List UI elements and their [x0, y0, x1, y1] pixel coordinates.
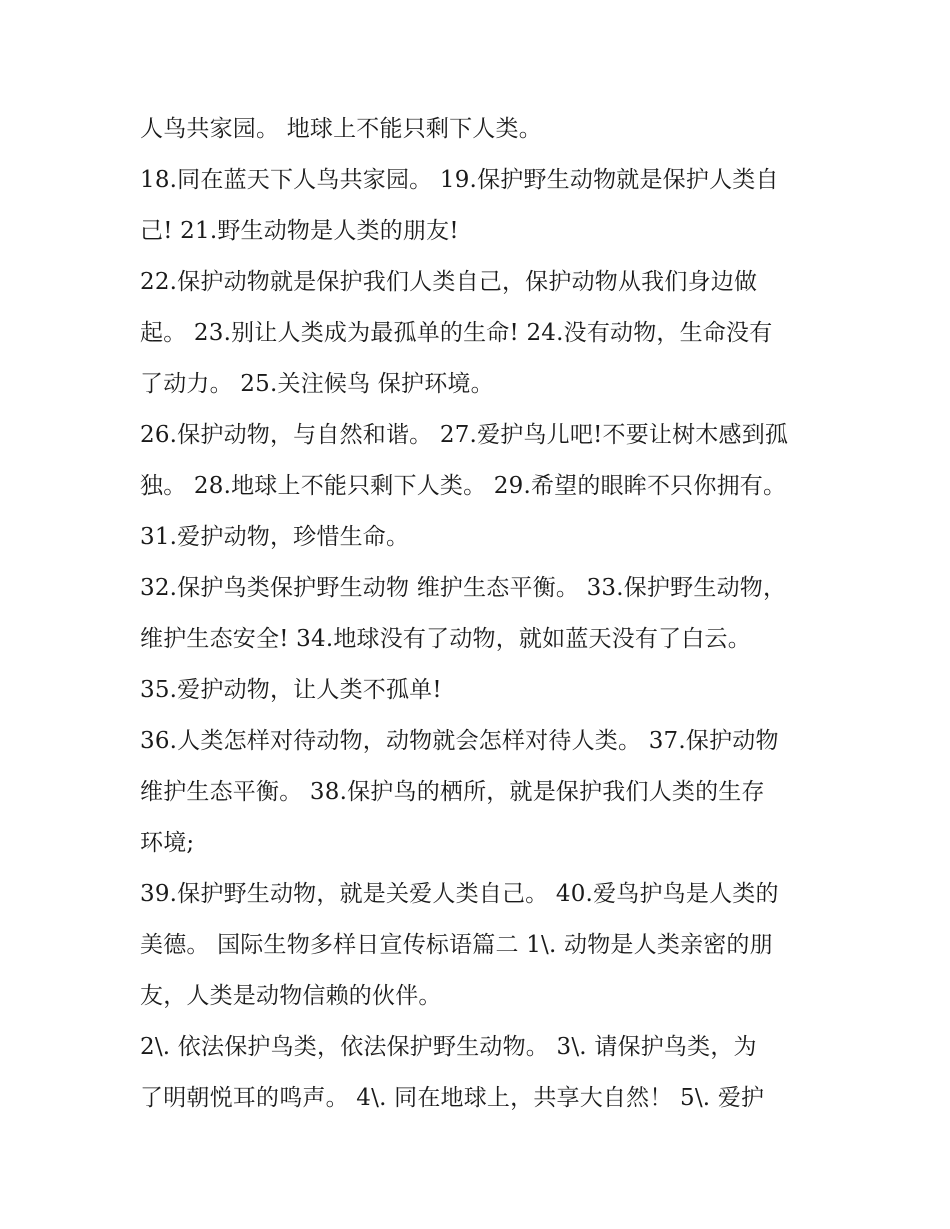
text-line: 环境;	[140, 830, 195, 856]
text-line: 维护生态安全! 34.地球没有了动物，就如蓝天没有了白云。	[140, 626, 751, 652]
document-body	[140, 104, 820, 1124]
text-line: 己! 21.野生动物是人类的朋友!	[140, 218, 459, 244]
text-line: 39.保护野生动物，就是关爱人类自己。 40.爱鸟护鸟是人类的	[140, 881, 779, 907]
text-line: 26.保护动物，与自然和谐。 27.爱护鸟儿吧!不要让树木感到孤	[140, 422, 789, 448]
text-line: 独。 28.地球上不能只剩下人类。 29.希望的眼眸不只你拥有。	[140, 473, 787, 499]
text-line: 31.爱护动物，珍惜生命。	[140, 524, 410, 550]
text-line: 人鸟共家园。 地球上不能只剩下人类。	[140, 116, 542, 142]
text-line: 友，人类是动物信赖的伙伴。	[140, 983, 442, 1009]
text-line: 35.爱护动物，让人类不孤单!	[140, 677, 442, 703]
text-line: 了动力。 25.关注候鸟 保护环境。	[140, 371, 494, 397]
text-line: 36.人类怎样对待动物，动物就会怎样对待人类。 37.保护动物	[140, 728, 779, 754]
text-line: 维护生态平衡。 38.保护鸟的栖所，就是保护我们人类的生存	[140, 779, 765, 805]
text-line: 22.保护动物就是保护我们人类自己，保护动物从我们身边做	[140, 269, 758, 295]
text-line: 美德。 国际生物多样日宣传标语篇二 1\. 动物是人类亲密的朋	[140, 932, 773, 958]
text-line: 了明朝悦耳的鸣声。 4\. 同在地球上，共享大自然！ 5\. 爱护	[140, 1085, 765, 1111]
text-line: 2\. 依法保护鸟类，依法保护野生动物。 3\. 请保护鸟类，为	[140, 1034, 757, 1060]
text-line: 32.保护鸟类保护野生动物 维护生态平衡。 33.保护野生动物，	[140, 575, 787, 601]
text-line: 起。 23.别让人类成为最孤单的生命! 24.没有动物，生命没有	[140, 320, 773, 346]
text-line: 18.同在蓝天下人鸟共家园。 19.保护野生动物就是保护人类自	[140, 167, 779, 193]
